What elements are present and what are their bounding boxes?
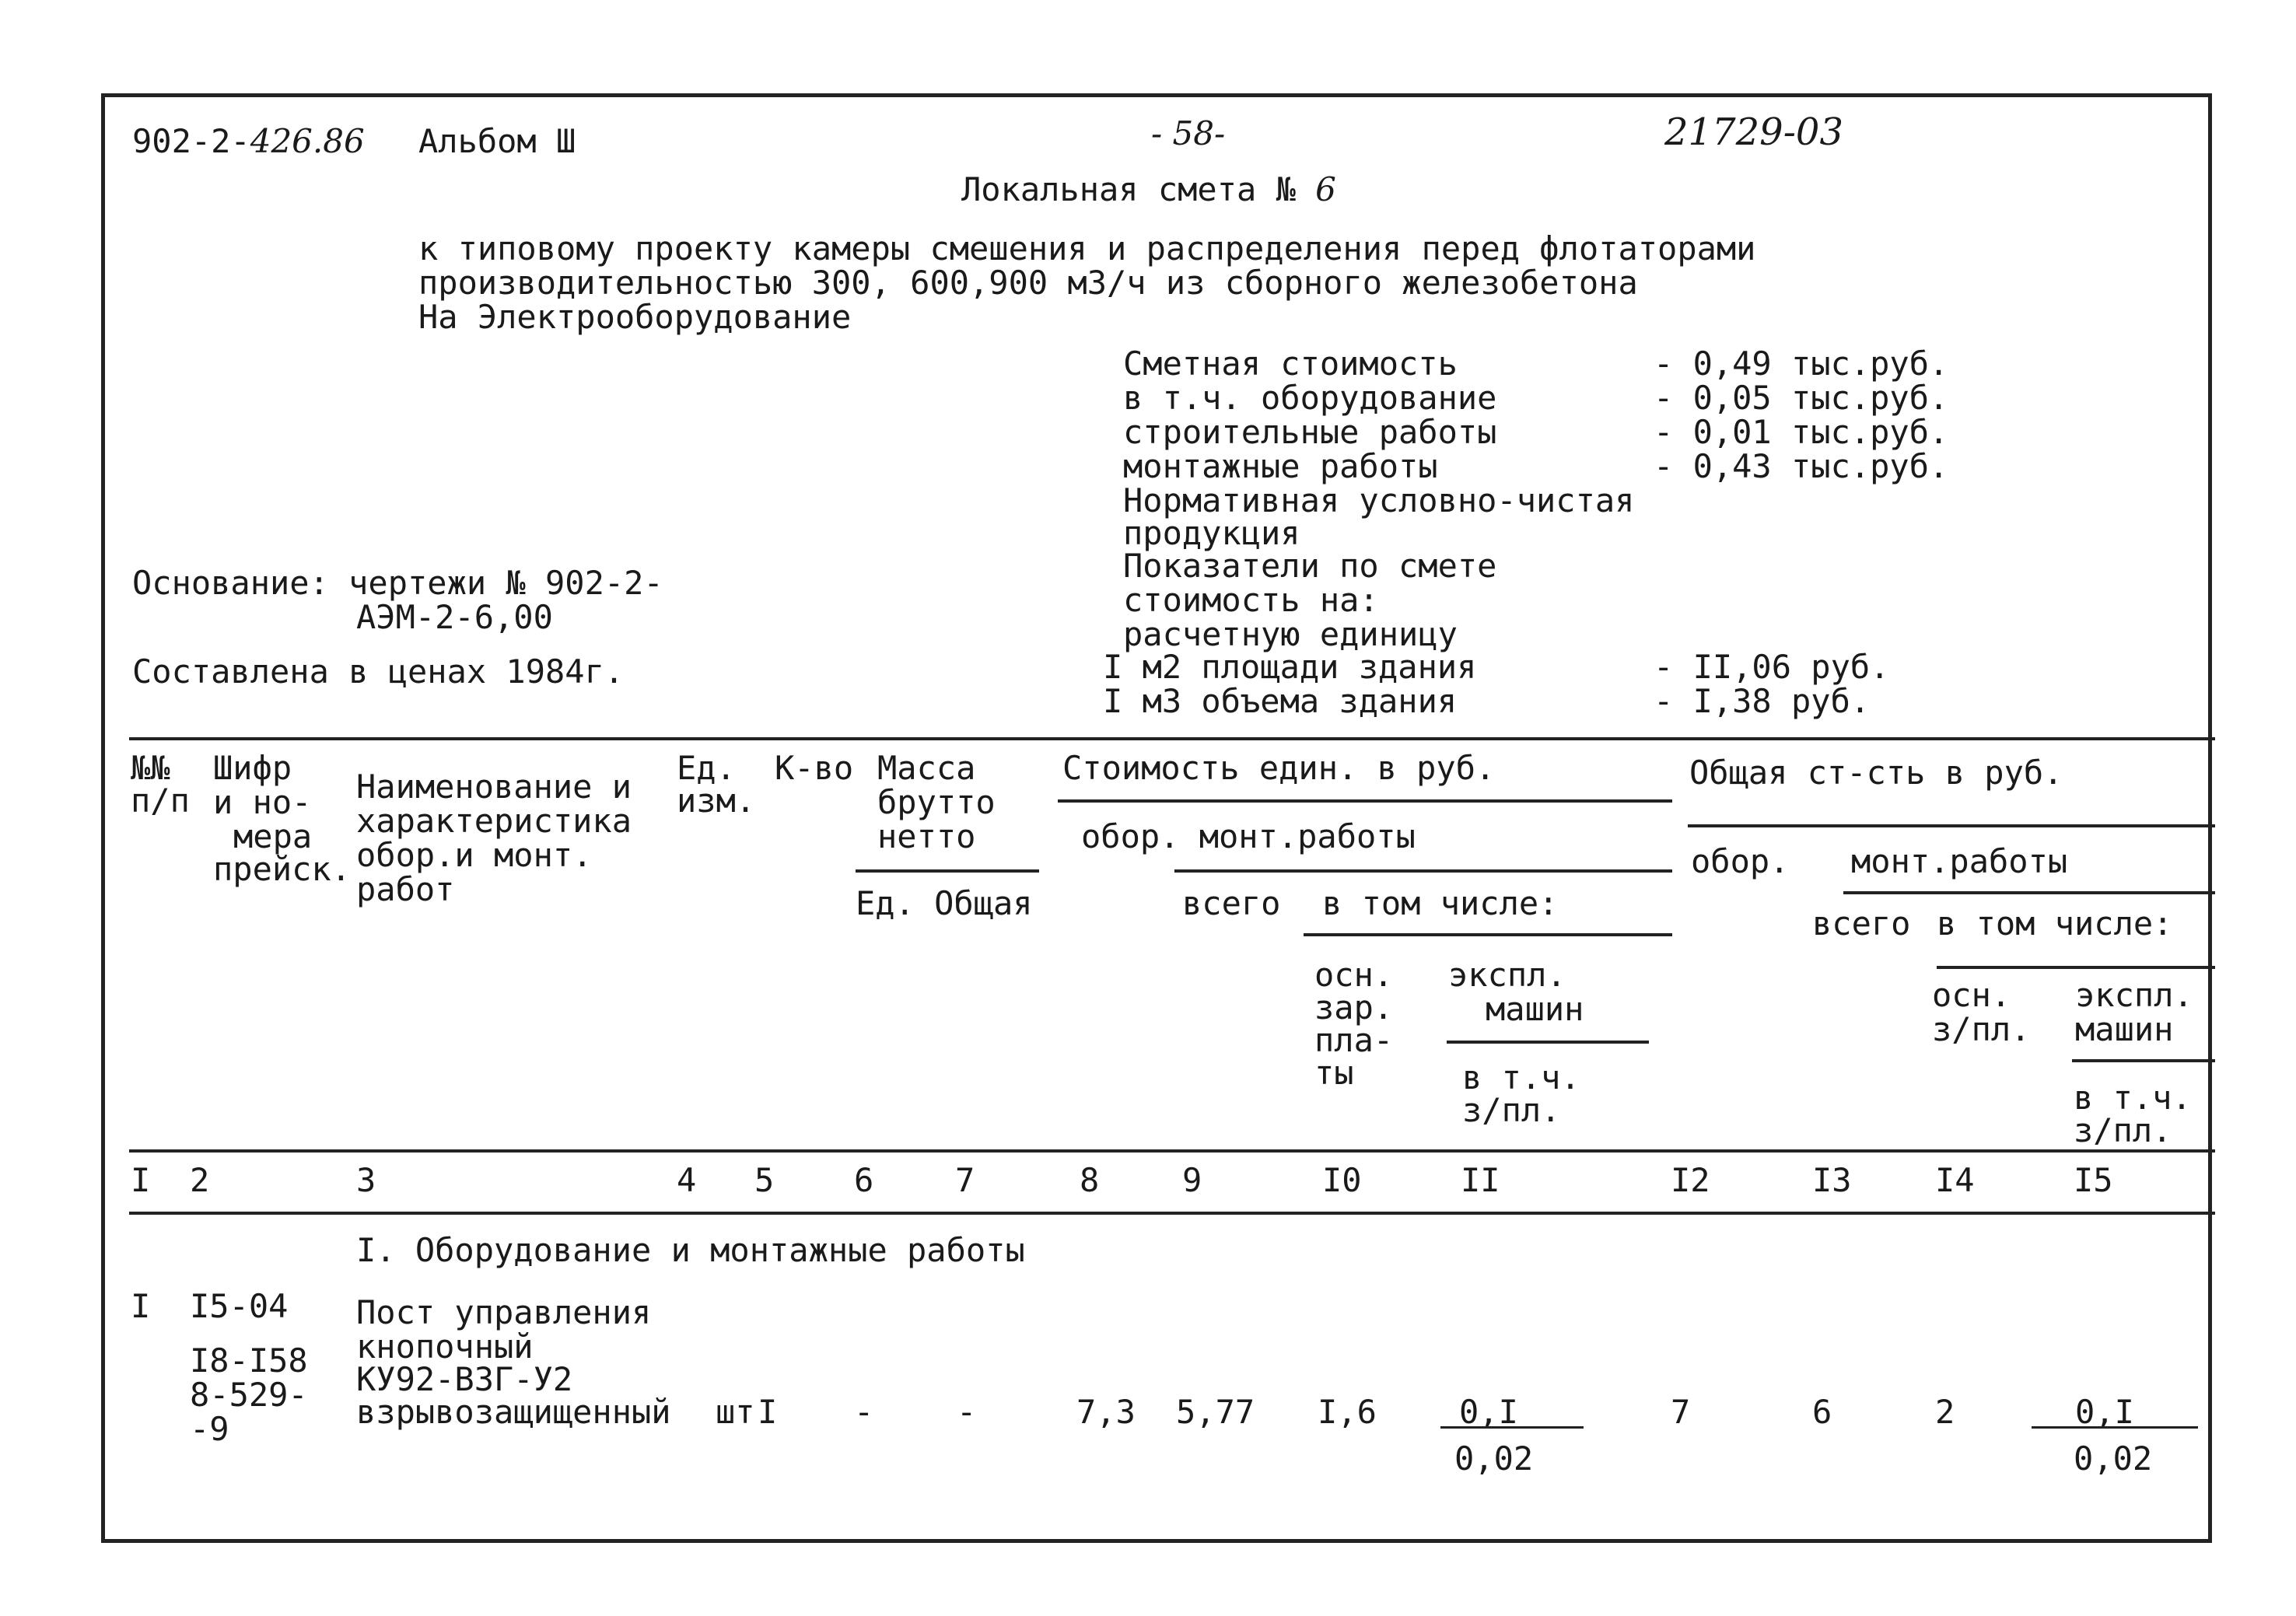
cost-label: I м2 площади здания bbox=[1103, 648, 1477, 686]
row-c10: I,6 bbox=[1318, 1393, 1377, 1431]
basis-line-3: Составлена в ценах 1984г. bbox=[132, 652, 625, 691]
row-c15-bottom: 0,02 bbox=[2074, 1439, 2153, 1478]
row-number: I bbox=[131, 1287, 151, 1325]
total-cost-rule bbox=[1688, 824, 2215, 827]
cost-value: - I,38 руб. bbox=[1654, 682, 1871, 720]
cost-value: - 0,05 тыс.руб. bbox=[1654, 379, 1949, 417]
table-top-rule bbox=[129, 737, 2215, 740]
cost-label: Нормативная условно-чистая bbox=[1123, 481, 1635, 519]
subtitle-line-3: На Электрооборудование bbox=[418, 298, 852, 336]
unit-mach-header: машин bbox=[1486, 990, 1584, 1028]
row-c14: 2 bbox=[1935, 1393, 1955, 1431]
column-number: I bbox=[131, 1161, 151, 1199]
column-number: I0 bbox=[1322, 1161, 1362, 1199]
row-c12: 7 bbox=[1671, 1393, 1691, 1431]
row-name: Пост управления bbox=[356, 1293, 652, 1331]
row-c13: 6 bbox=[1812, 1393, 1832, 1431]
column-number: 6 bbox=[854, 1161, 874, 1199]
column-number: 3 bbox=[356, 1161, 376, 1199]
column-number: 8 bbox=[1080, 1161, 1100, 1199]
page-number: - 58- bbox=[1151, 114, 1226, 152]
cost-value: - II,06 руб. bbox=[1654, 648, 1890, 686]
row-code: I8-I58 bbox=[190, 1341, 308, 1380]
col3-header: Наименование и bbox=[356, 768, 632, 806]
row-code: 8-529- bbox=[190, 1376, 308, 1414]
subtitle-line-2: производительностью 300, 600,900 м3/ч из сборного железобетона bbox=[418, 264, 1638, 302]
row-mass-unit: - bbox=[854, 1393, 874, 1431]
col3-header: обор.и монт. bbox=[356, 836, 593, 874]
col4-header: Ед. bbox=[677, 749, 736, 787]
total-mach-sub-header: в т.ч. bbox=[2074, 1079, 2192, 1117]
col4-header: изм. bbox=[677, 782, 756, 820]
cost-value: - 0,43 тыс.руб. bbox=[1654, 447, 1949, 485]
row-code: I5-04 bbox=[190, 1287, 289, 1325]
row-mass-total: - bbox=[957, 1393, 977, 1431]
column-number: I4 bbox=[1935, 1161, 1975, 1199]
unit-sub-header: обор. монт.работы bbox=[1081, 817, 1416, 855]
unit-incl-header: в том числе: bbox=[1322, 884, 1559, 922]
column-number: 2 bbox=[190, 1161, 210, 1199]
column-number: I5 bbox=[2074, 1161, 2113, 1199]
row-name: кнопочный bbox=[356, 1327, 534, 1366]
col3-header: характеристика bbox=[356, 802, 632, 840]
unit-cost-header: Стоимость един. в руб. bbox=[1062, 749, 1496, 787]
cost-value: - 0,01 тыс.руб. bbox=[1654, 413, 1949, 451]
column-number: 9 bbox=[1182, 1161, 1202, 1199]
total-mach-header: машин bbox=[2075, 1010, 2174, 1048]
row-name: КУ92-ВЗГ-У2 bbox=[356, 1360, 573, 1398]
mass-header: Масса bbox=[877, 749, 976, 787]
total-mach-sub-header: з/пл. bbox=[2074, 1111, 2172, 1149]
total-cost-header: Общая ст-сть в руб. bbox=[1689, 754, 2063, 792]
mass-header: брутто bbox=[877, 783, 996, 821]
col2-header: прейск. bbox=[213, 850, 352, 888]
col1-header: п/п bbox=[131, 782, 190, 820]
estimate-title: Локальная смета № 6 bbox=[961, 170, 1336, 208]
cost-label: Показатели по смете bbox=[1123, 547, 1497, 585]
cost-label: в т.ч. оборудование bbox=[1123, 379, 1497, 417]
cost-label: стоимость на: bbox=[1123, 581, 1379, 619]
basis-line-1: Основание: чертежи № 902-2- bbox=[132, 564, 663, 602]
total-mach-rule bbox=[2072, 1059, 2215, 1062]
mass-sub-header: Ед. Общая bbox=[856, 884, 1033, 922]
unit-mont-rule bbox=[1174, 869, 1672, 873]
unit-osn-header: осн. bbox=[1314, 956, 1394, 994]
total-incl-rule bbox=[1937, 966, 2215, 969]
row-qty: I bbox=[758, 1393, 778, 1431]
row-c11-bottom: 0,02 bbox=[1454, 1439, 1534, 1478]
column-number: 5 bbox=[754, 1161, 775, 1199]
project-code: 902-2-426.86 bbox=[132, 122, 365, 160]
col2-header: мера bbox=[233, 817, 313, 855]
row-c11-top: 0,I bbox=[1459, 1393, 1518, 1431]
col2-header: и но- bbox=[213, 783, 312, 821]
total-total-header: всего bbox=[1812, 904, 1911, 943]
row-unit: шт bbox=[716, 1393, 755, 1431]
mass-header: нетто bbox=[877, 817, 976, 855]
mass-rule bbox=[856, 869, 1039, 873]
total-mont-rule bbox=[1843, 891, 2215, 894]
unit-osn-header: зар. bbox=[1314, 988, 1394, 1027]
c11-fraction-rule bbox=[1440, 1426, 1584, 1429]
cost-label: I м3 объема здания bbox=[1103, 682, 1458, 720]
unit-incl-rule bbox=[1304, 933, 1672, 936]
unit-mach-sub-header: з/пл. bbox=[1462, 1091, 1561, 1129]
col1-header: №№ bbox=[131, 749, 170, 787]
cost-label: расчетную единицу bbox=[1123, 615, 1458, 653]
total-osn-header: осн. bbox=[1932, 976, 2011, 1014]
cost-label: строительные работы bbox=[1123, 413, 1497, 451]
cost-label: Сметная стоимость bbox=[1123, 345, 1458, 383]
unit-osn-header: ты bbox=[1314, 1054, 1354, 1092]
c15-fraction-rule bbox=[2032, 1426, 2198, 1429]
column-number: 7 bbox=[955, 1161, 975, 1199]
row-code: -9 bbox=[190, 1410, 229, 1448]
column-number: I2 bbox=[1671, 1161, 1710, 1199]
total-obor-header: обор. bbox=[1691, 842, 1790, 880]
row-c15-top: 0,I bbox=[2075, 1393, 2134, 1431]
column-number: II bbox=[1461, 1161, 1500, 1199]
section-title: I. Оборудование и монтажные работы bbox=[356, 1231, 1025, 1269]
subtitle-line-1: к типовому проекту камеры смешения и распределения перед флотаторами bbox=[418, 229, 1756, 268]
cost-label: продукция bbox=[1123, 514, 1300, 552]
row-c9: 5,77 bbox=[1176, 1393, 1255, 1431]
column-number: 4 bbox=[677, 1161, 697, 1199]
cost-value: - 0,49 тыс.руб. bbox=[1654, 345, 1949, 383]
col2-header: Шифр bbox=[213, 749, 292, 787]
total-mont-header: монт.работы bbox=[1851, 842, 2068, 880]
cost-label: монтажные работы bbox=[1123, 447, 1438, 485]
album-label: Альбом Ш bbox=[418, 122, 576, 160]
total-incl-header: в том числе: bbox=[1937, 904, 2173, 943]
unit-cost-rule bbox=[1058, 799, 1672, 803]
basis-line-2: АЭМ-2-6,00 bbox=[356, 598, 553, 636]
row-c8: 7,3 bbox=[1076, 1393, 1136, 1431]
document-number: 21729-03 bbox=[1664, 110, 1843, 154]
unit-mach-rule bbox=[1447, 1041, 1649, 1044]
total-osn-header: з/пл. bbox=[1932, 1010, 2031, 1048]
unit-mach-header: экспл. bbox=[1448, 956, 1566, 994]
unit-mach-sub-header: в т.ч. bbox=[1462, 1058, 1580, 1097]
col3-header: работ bbox=[356, 870, 455, 908]
unit-total-header: всего bbox=[1182, 884, 1281, 922]
unit-osn-header: пла- bbox=[1314, 1021, 1394, 1059]
column-number: I3 bbox=[1812, 1161, 1852, 1199]
total-mach-header: экспл. bbox=[2075, 976, 2193, 1014]
col-numbers-rule bbox=[129, 1212, 2215, 1215]
row-name: взрывозащищенный bbox=[356, 1393, 671, 1431]
col5-header: К-во bbox=[775, 749, 854, 787]
header-bottom-rule bbox=[129, 1149, 2215, 1153]
